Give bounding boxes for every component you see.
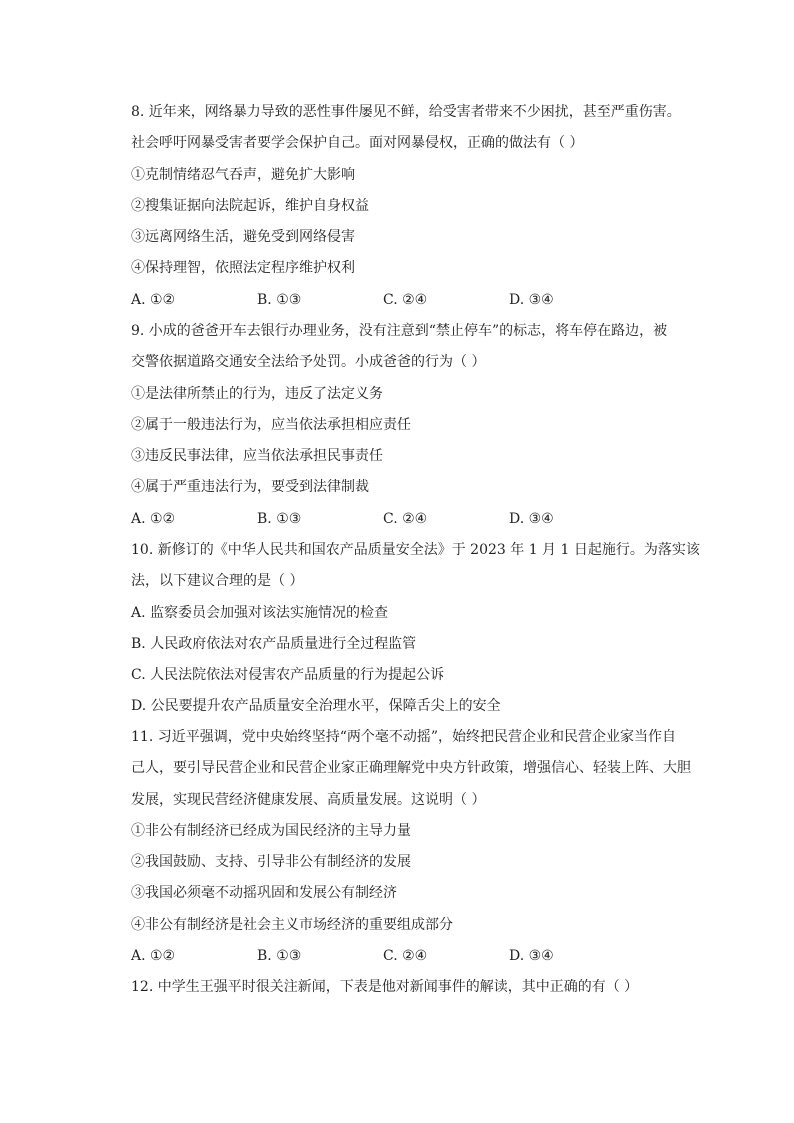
answer-option-b[interactable]: B. ①③	[257, 510, 302, 527]
statement-item: ①非公有制经济已经成为国民经济的主导力量	[131, 822, 411, 839]
question-stem-line: 9. 小成的爸爸开车去银行办理业务，没有注意到“禁止停车”的标志，将车停在路边，被	[131, 323, 668, 339]
question-stem-line: 发展，实现民营经济健康发展、高质量发展。这说明（ ）	[131, 791, 486, 808]
question-12	[131, 972, 697, 1003]
statement-item: ②我国鼓励、支持、引导非公有制经济的发展	[131, 854, 411, 871]
answer-option-a[interactable]: A. ①②	[131, 291, 176, 308]
statement-item: ③远离网络生活，避免受到网络侵害	[131, 229, 355, 246]
question-stem-line: 10. 新修订的《中华人民共和国农产品质量安全法》于 2023 年 1 月 1 日起施行。为落实该	[131, 542, 700, 558]
statement-item: ④保持理智，依照法定程序维护权利	[131, 260, 355, 277]
answer-option-b[interactable]: B. 人民政府依法对农产品质量进行全过程监管	[131, 635, 417, 652]
statement-item: ②搜集证据向法院起诉，维护自身权益	[131, 197, 369, 214]
statement-item: ①克制情绪忍气吞声，避免扩大影响	[131, 166, 355, 183]
answer-option-d[interactable]: D. 公民要提升农产品质量安全治理水平，保障舌尖上的安全	[131, 698, 501, 715]
answer-option-d[interactable]: D. ③④	[509, 510, 554, 527]
answer-option-c[interactable]: C. 人民法院依法对侵害农产品质量的行为提起公诉	[131, 667, 445, 684]
answer-option-c[interactable]: C. ②④	[383, 948, 428, 965]
question-8	[131, 97, 697, 316]
answer-option-b[interactable]: B. ①③	[257, 948, 302, 965]
answer-options	[131, 504, 697, 535]
answer-options	[131, 285, 697, 316]
answer-option-d[interactable]: D. ③④	[509, 291, 554, 308]
question-9	[131, 316, 697, 535]
answer-option-a[interactable]: A. ①②	[131, 510, 176, 527]
question-11	[131, 722, 697, 972]
question-stem-line: 法，以下建议合理的是（ ）	[131, 573, 304, 590]
answer-option-a[interactable]: A. ①②	[131, 948, 176, 965]
statement-item: ④非公有制经济是社会主义市场经济的重要组成部分	[131, 916, 453, 933]
question-stem-line: 社会呼吁网暴受害者要学会保护自己。面对网暴侵权，正确的做法有（ ）	[131, 135, 584, 152]
question-stem-line: 11. 习近平强调，党中央始终坚持“两个毫不动摇”，始终把民营企业和民营企业家当作自	[131, 729, 677, 745]
question-stem-line: 交警依据道路交通安全法给予处罚。小成爸爸的行为（ ）	[131, 354, 486, 371]
question-stem-line: 12. 中学生王强平时很关注新闻，下表是他对新闻事件的解读，其中正确的有（ ）	[131, 979, 639, 995]
answer-option-a[interactable]: A. 监察委员会加强对该法实施情况的检查	[131, 604, 389, 621]
statement-item: ③我国必须毫不动摇巩固和发展公有制经济	[131, 885, 397, 902]
question-10	[131, 535, 700, 723]
statement-item: ①是法律所禁止的行为，违反了法定义务	[131, 385, 383, 402]
statement-item: ②属于一般违法行为，应当依法承担相应责任	[131, 416, 411, 433]
answer-option-c[interactable]: C. ②④	[383, 510, 428, 527]
answer-options	[131, 941, 697, 972]
statement-item: ④属于严重违法行为，要受到法律制裁	[131, 479, 369, 496]
answer-option-b[interactable]: B. ①③	[257, 291, 302, 308]
question-stem-line: 8. 近年来，网络暴力导致的恶性事件屡见不鲜，给受害者带来不少困扰，甚至严重伤害。	[131, 104, 681, 120]
answer-option-c[interactable]: C. ②④	[383, 291, 428, 308]
question-stem-line: 己人，要引导民营企业和民营企业家正确理解党中央方针政策，增强信心、轻装上阵、大胆	[131, 760, 691, 777]
answer-option-d[interactable]: D. ③④	[509, 948, 554, 965]
statement-item: ③违反民事法律，应当依法承担民事责任	[131, 448, 383, 465]
